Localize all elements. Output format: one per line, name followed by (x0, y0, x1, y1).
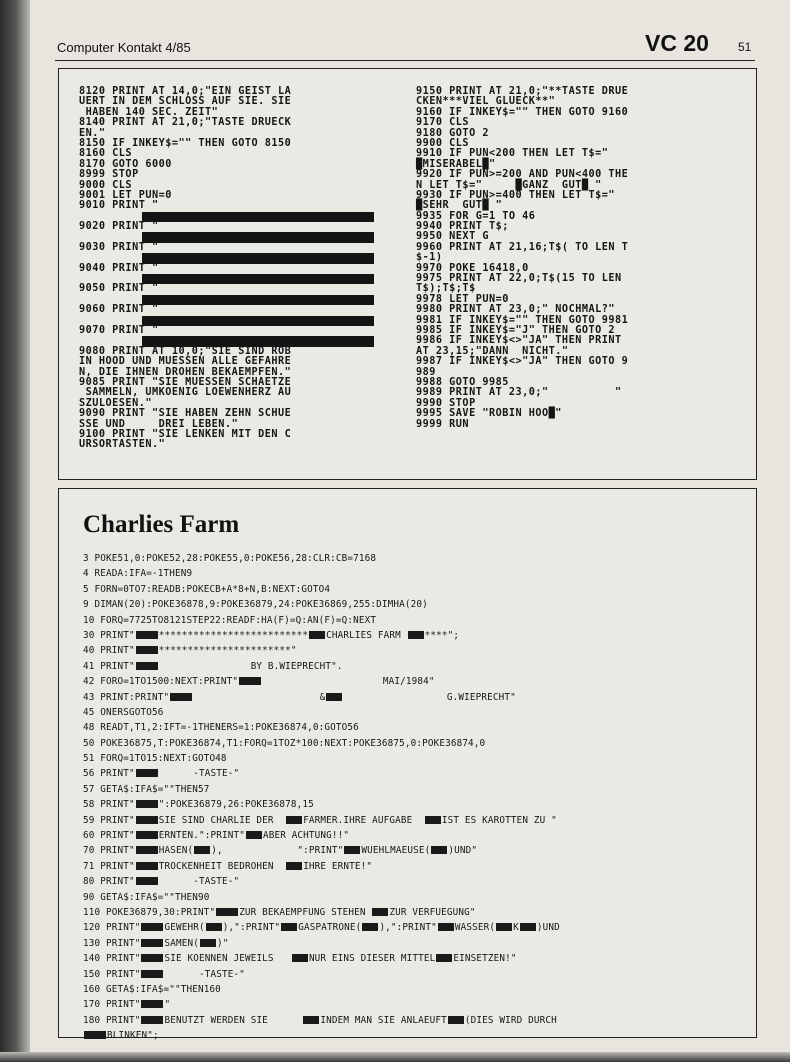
code-line: 9085 PRINT "SIE MUESSEN SCHAETZE (79, 376, 292, 388)
code-line: █SEHR GUT█ " (416, 200, 503, 212)
control-char-block (344, 846, 360, 854)
code-line: 9981 IF INKEY$="" THEN GOTO 9981 (416, 314, 629, 326)
control-char-block (216, 908, 238, 916)
code-line: 9090 PRINT "SIE HABEN ZEHN SCHUE (79, 408, 292, 420)
code-line: 9030 PRINT " (79, 241, 159, 253)
code-line: 180 PRINT" BENUTZT WERDEN SIE INDEM MAN SIE ANLAEUFT (DIES WIRD DURCH (83, 1014, 557, 1026)
listing-robin-hood-box (58, 68, 757, 480)
section-title: VC 20 (645, 30, 709, 56)
code-line: 9940 PRINT T$; (416, 221, 509, 233)
control-char-block (408, 631, 424, 639)
inverse-graphic-line (142, 274, 374, 284)
control-char-block (438, 923, 454, 931)
code-line: 9900 CLS (416, 137, 470, 149)
control-char-block (136, 877, 158, 885)
code-line: 45 ONERSGOTO56 (83, 706, 164, 718)
code-line: 9 DIMAN(20):POKE36878,9:POKE36879,24:POKE36869,255:DIMHA(20) (83, 599, 428, 611)
code-line: 9995 SAVE "ROBIN HOO█" (416, 408, 562, 420)
control-char-block (362, 923, 378, 931)
code-line: 59 PRINT" SIE SIND CHARLIE DER FARMER.IHRE AUFGABE IST ES KAROTTEN ZU " (83, 814, 557, 826)
page-gutter-shadow (0, 0, 30, 1062)
code-line: N, DIE IHNEN DROHEN BEKAEMPFEN." (79, 366, 292, 378)
code-line: 51 FORQ=1TO15:NEXT:GOTO48 (83, 753, 227, 765)
code-line: 9160 IF INKEY$="" THEN GOTO 9160 (416, 106, 629, 118)
code-line: 8999 STOP (79, 169, 139, 181)
code-line: 3 POKE51,0:POKE52,28:POKE55,0:POKE56,28:CLR:CB=7168 (83, 553, 377, 564)
code-line: 9010 PRINT " (79, 200, 159, 212)
code-line: 30 PRINT" ************************** CHARLIES FARM ****"; (83, 629, 460, 641)
listing-right-column (416, 87, 746, 430)
code-line: 170 PRINT" " (83, 999, 171, 1011)
code-line: SAMMELN, UMKOENIG LOEWENHERZ AU (79, 387, 292, 399)
control-char-block (303, 1016, 319, 1024)
code-line: T$);T$;T$ (416, 283, 476, 295)
code-line: 43 PRINT:PRINT" & G.WIEPRECHT" (83, 691, 516, 703)
code-line: 9000 CLS (79, 179, 133, 191)
code-line: 9989 PRINT AT 23,0;" " (416, 387, 622, 399)
code-line: 9150 PRINT AT 21,0;"**TASTE DRUE (416, 86, 629, 97)
code-line: 9986 IF INKEY$<>"JA" THEN PRINT (416, 335, 622, 347)
code-line: 9100 PRINT "SIE LENKEN MIT DEN C (79, 428, 292, 440)
control-char-block (136, 800, 158, 808)
control-char-block (136, 662, 158, 670)
code-line: 50 POKE36875,T:POKE36874,T1:FORQ=1TOZ*100:NEXT:POKE36875,0:POKE36874,0 (83, 737, 486, 749)
inverse-graphic-line (142, 316, 374, 326)
page-bottom-shadow (0, 1052, 790, 1062)
code-line: 9980 PRINT AT 23,0;" NOCHMAL?" (416, 304, 616, 316)
inverse-graphic-line (142, 232, 374, 242)
code-line: 9985 IF INKEY$="J" THEN GOTO 2 (416, 324, 616, 336)
control-char-block (194, 846, 210, 854)
code-line: IN HOOD UND MUESSEN ALLE GEFAHRE (79, 356, 292, 368)
code-line: 9170 CLS (416, 117, 470, 129)
control-char-block (286, 862, 302, 870)
code-line: SSE UND DREI LEBEN." (79, 418, 239, 430)
control-char-block (496, 923, 512, 931)
code-line: 989 (416, 366, 436, 378)
control-char-block (141, 954, 163, 962)
control-char-block (431, 846, 447, 854)
control-char-block (141, 970, 163, 978)
control-char-block (136, 831, 158, 839)
code-line: AT 23,15;"DANN NICHT." (416, 345, 569, 357)
code-line: 9975 PRINT AT 22,0;T$(15 TO LEN (416, 273, 622, 285)
code-line: 9040 PRINT " (79, 262, 159, 274)
code-line: 56 PRINT" -TASTE-" (83, 768, 240, 780)
code-line: CKEN***VIEL GLUECK**" (416, 96, 556, 108)
control-char-block (136, 816, 158, 824)
code-line: 10 FORQ=7725TO8121STEP22:READF:HA(F)=Q:AN(F)=Q:NEXT (83, 614, 377, 626)
code-line: 8170 GOTO 6000 (79, 158, 172, 170)
code-line: 9935 FOR G=1 TO 46 (416, 210, 536, 222)
code-line: 70 PRINT" HASEN( ), ":PRINT" WUEHLMAEUSE( )UND" (83, 845, 478, 857)
control-char-block (141, 923, 163, 931)
control-char-block (206, 923, 222, 931)
code-line: URSORTASTEN." (79, 439, 166, 451)
control-char-block (309, 631, 325, 639)
code-line: 8120 PRINT AT 14,0;"EIN GEIST LA (79, 86, 292, 97)
code-line: 9060 PRINT " (79, 304, 159, 316)
code-line: 9920 IF PUN>=200 AND PUN<400 THE (416, 169, 629, 181)
control-char-block (292, 954, 308, 962)
code-line: 58 PRINT" ":POKE36879,26:POKE36878,15 (83, 799, 314, 811)
code-line: 41 PRINT" BY B.WIEPRECHT". (83, 660, 343, 672)
control-char-block (246, 831, 262, 839)
control-char-block (326, 693, 342, 701)
code-line: 9910 IF PUN<200 THEN LET T$=" (416, 148, 609, 160)
charlies-farm-box (58, 488, 757, 1042)
control-char-block (141, 1000, 163, 1008)
control-char-block (136, 862, 158, 870)
code-line: EN." (79, 127, 106, 139)
code-line: 9950 NEXT G (416, 231, 489, 243)
control-char-block (84, 1031, 106, 1039)
code-line: 140 PRINT" SIE KOENNEN JEWEILS NUR EINS DIESER MITTEL EINSETZEN!" (83, 953, 517, 965)
control-char-block (200, 939, 216, 947)
code-line: 160 GETA$:IFA$=""THEN160 (83, 983, 221, 995)
page-number: 51 (738, 40, 752, 54)
code-line: UERT IN DEM SCHLOSS AUF SIE. SIE (79, 96, 292, 108)
control-char-block (425, 816, 441, 824)
control-char-block (136, 846, 158, 854)
code-line: 5 FORN=0TO7:READB:POKECB+A*8+N,B:NEXT:GOTO4 (83, 583, 331, 595)
code-line: 8150 IF INKEY$="" THEN GOTO 8150 (79, 137, 292, 149)
control-char-block (520, 923, 536, 931)
code-line: 130 PRINT" SAMEN( )" (83, 937, 229, 949)
control-char-block (286, 816, 302, 824)
control-char-block (170, 693, 192, 701)
control-char-block (239, 677, 261, 685)
control-char-block (136, 769, 158, 777)
code-line: 8160 CLS (79, 148, 133, 160)
control-char-block (372, 908, 388, 916)
control-char-block (281, 923, 297, 931)
code-line: 9978 LET PUN=0 (416, 293, 509, 305)
code-line: 71 PRINT" TROCKENHEIT BEDROHEN IHRE ERNTE!" (83, 860, 373, 872)
code-line: 9970 POKE 16418,0 (416, 262, 529, 274)
code-line: 9990 STOP (416, 397, 476, 409)
code-line: 9999 RUN (416, 418, 470, 430)
article-title: Charlies Farm (83, 511, 240, 538)
inverse-graphic-line (142, 253, 374, 263)
code-line: 4 READA:IFA=-1THEN9 (83, 568, 193, 580)
code-line: 9001 LET PUN=0 (79, 189, 172, 201)
code-line: 9987 IF INKEY$<>"JA" THEN GOTO 9 (416, 356, 629, 368)
code-line: 9050 PRINT " (79, 283, 159, 295)
program-listing (83, 551, 560, 1044)
control-char-block (141, 939, 163, 947)
code-line: 110 POKE36879,30:PRINT" ZUR BEKAEMPFUNG STEHEN ZUR VERFUEGUNG" (83, 906, 476, 918)
magazine-issue: Computer Kontakt 4/85 (57, 40, 191, 55)
code-line: 150 PRINT" -TASTE-" (83, 968, 245, 980)
control-char-block (141, 1016, 163, 1024)
listing-left-column (79, 87, 379, 451)
control-char-block (448, 1016, 464, 1024)
code-line: 48 READT,T1,2:IFT=-1THENERS=1:POKE36874,0:GOTO56 (83, 722, 359, 734)
inverse-graphic-line (142, 295, 374, 305)
code-line: █MISERABEL█" (416, 158, 496, 170)
code-line: HABEN 140 SEC. ZEIT" (79, 106, 219, 118)
code-line: 9988 GOTO 9985 (416, 376, 509, 388)
code-line: 57 GETA$:IFA$=""THEN57 (83, 783, 210, 795)
code-line: N LET T$=" █GANZ GUT█ " (416, 179, 602, 191)
code-line: 120 PRINT" GEWEHR( ),":PRINT" GASPATRONE( ),":PRINT" WASSER( K )UND (83, 922, 560, 934)
code-line: 80 PRINT" -TASTE-" (83, 876, 240, 888)
code-line: 90 GETA$:IFA$=""THEN90 (83, 891, 210, 903)
code-line: 42 FORO=1TO1500:NEXT:PRINT" MAI/1984" (83, 676, 435, 688)
code-line: SZULOESEN." (79, 397, 152, 409)
code-line: 9960 PRINT AT 21,16;T$( TO LEN T (416, 241, 629, 253)
code-line: 9070 PRINT " (79, 324, 159, 336)
control-char-block (136, 646, 158, 654)
page-header (55, 28, 755, 61)
code-line: 9180 GOTO 2 (416, 127, 489, 139)
code-line: 40 PRINT" ***********************" (83, 645, 297, 657)
inverse-graphic-line (142, 212, 374, 222)
code-line: 8140 PRINT AT 21,0;"TASTE DRUECK (79, 117, 292, 129)
code-line: BLINKEN"; (83, 1028, 560, 1043)
code-line: 9930 IF PUN>=400 THEN LET T$=" (416, 189, 616, 201)
code-line: $-1) (416, 252, 443, 264)
control-char-block (436, 954, 452, 962)
control-char-block (136, 631, 158, 639)
code-line: 9080 PRINT AT 10,0;"SIE SIND ROB (79, 345, 292, 357)
code-line: 60 PRINT" ERNTEN.":PRINT" ABER ACHTUNG!!" (83, 830, 350, 842)
code-line: 9020 PRINT " (79, 221, 159, 233)
